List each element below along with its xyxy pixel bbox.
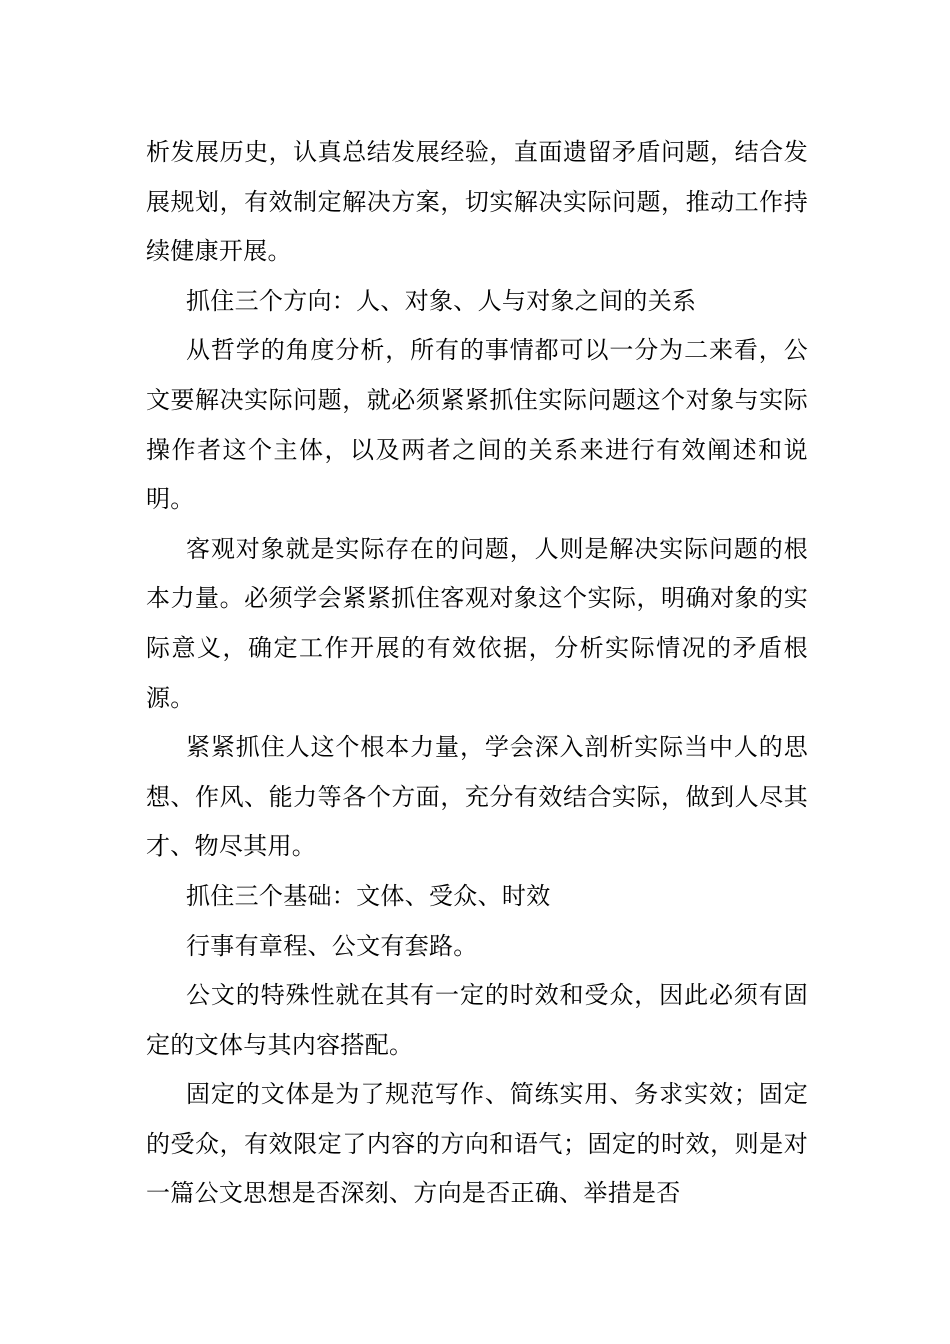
paragraph-particularity: 公文的特殊性就在其有一定的时效和受众，因此必须有固定的文体与其内容搭配。	[146, 981, 808, 1059]
paragraph-fixed-style: 固定的文体是为了规范写作、简练实用、务求实效；固定的受众，有效限定了内容的方向和语气；固定的时效，则是对一篇公文思想是否深刻、方向是否正确、举措是否	[146, 1080, 808, 1208]
section-heading-three-directions: 抓住三个方向：人、对象、人与对象之间的关系	[186, 286, 697, 315]
paragraph-philosophy: 从哲学的角度分析，所有的事情都可以一分为二来看，公文要解决实际问题，就必须紧紧抓住实际问题这个对象与实际操作者这个主体，以及两者之间的关系来进行有效阐述和说明。	[146, 336, 808, 514]
document-body	[146, 128, 808, 1219]
paragraph-human-force: 紧紧抓住人这个根本力量，学会深入剖析实际当中人的思想、作风、能力等各个方面，充分有效结合实际，做到人尽其才、物尽其用。	[146, 733, 808, 861]
section-heading-three-foundations: 抓住三个基础：文体、受众、时效	[186, 881, 551, 910]
paragraph-1: 析发展历史，认真总结发展经验，直面遗留矛盾问题，结合发展规划，有效制定解决方案，切实解决实际问题，推动工作持续健康开展。	[146, 138, 808, 266]
paragraph-rules: 行事有章程、公文有套路。	[186, 931, 478, 960]
paragraph-objective-object: 客观对象就是实际存在的问题，人则是解决实际问题的根本力量。必须学会紧紧抓住客观对象这个实际，明确对象的实际意义，确定工作开展的有效依据，分析实际情况的矛盾根源。	[146, 534, 808, 712]
